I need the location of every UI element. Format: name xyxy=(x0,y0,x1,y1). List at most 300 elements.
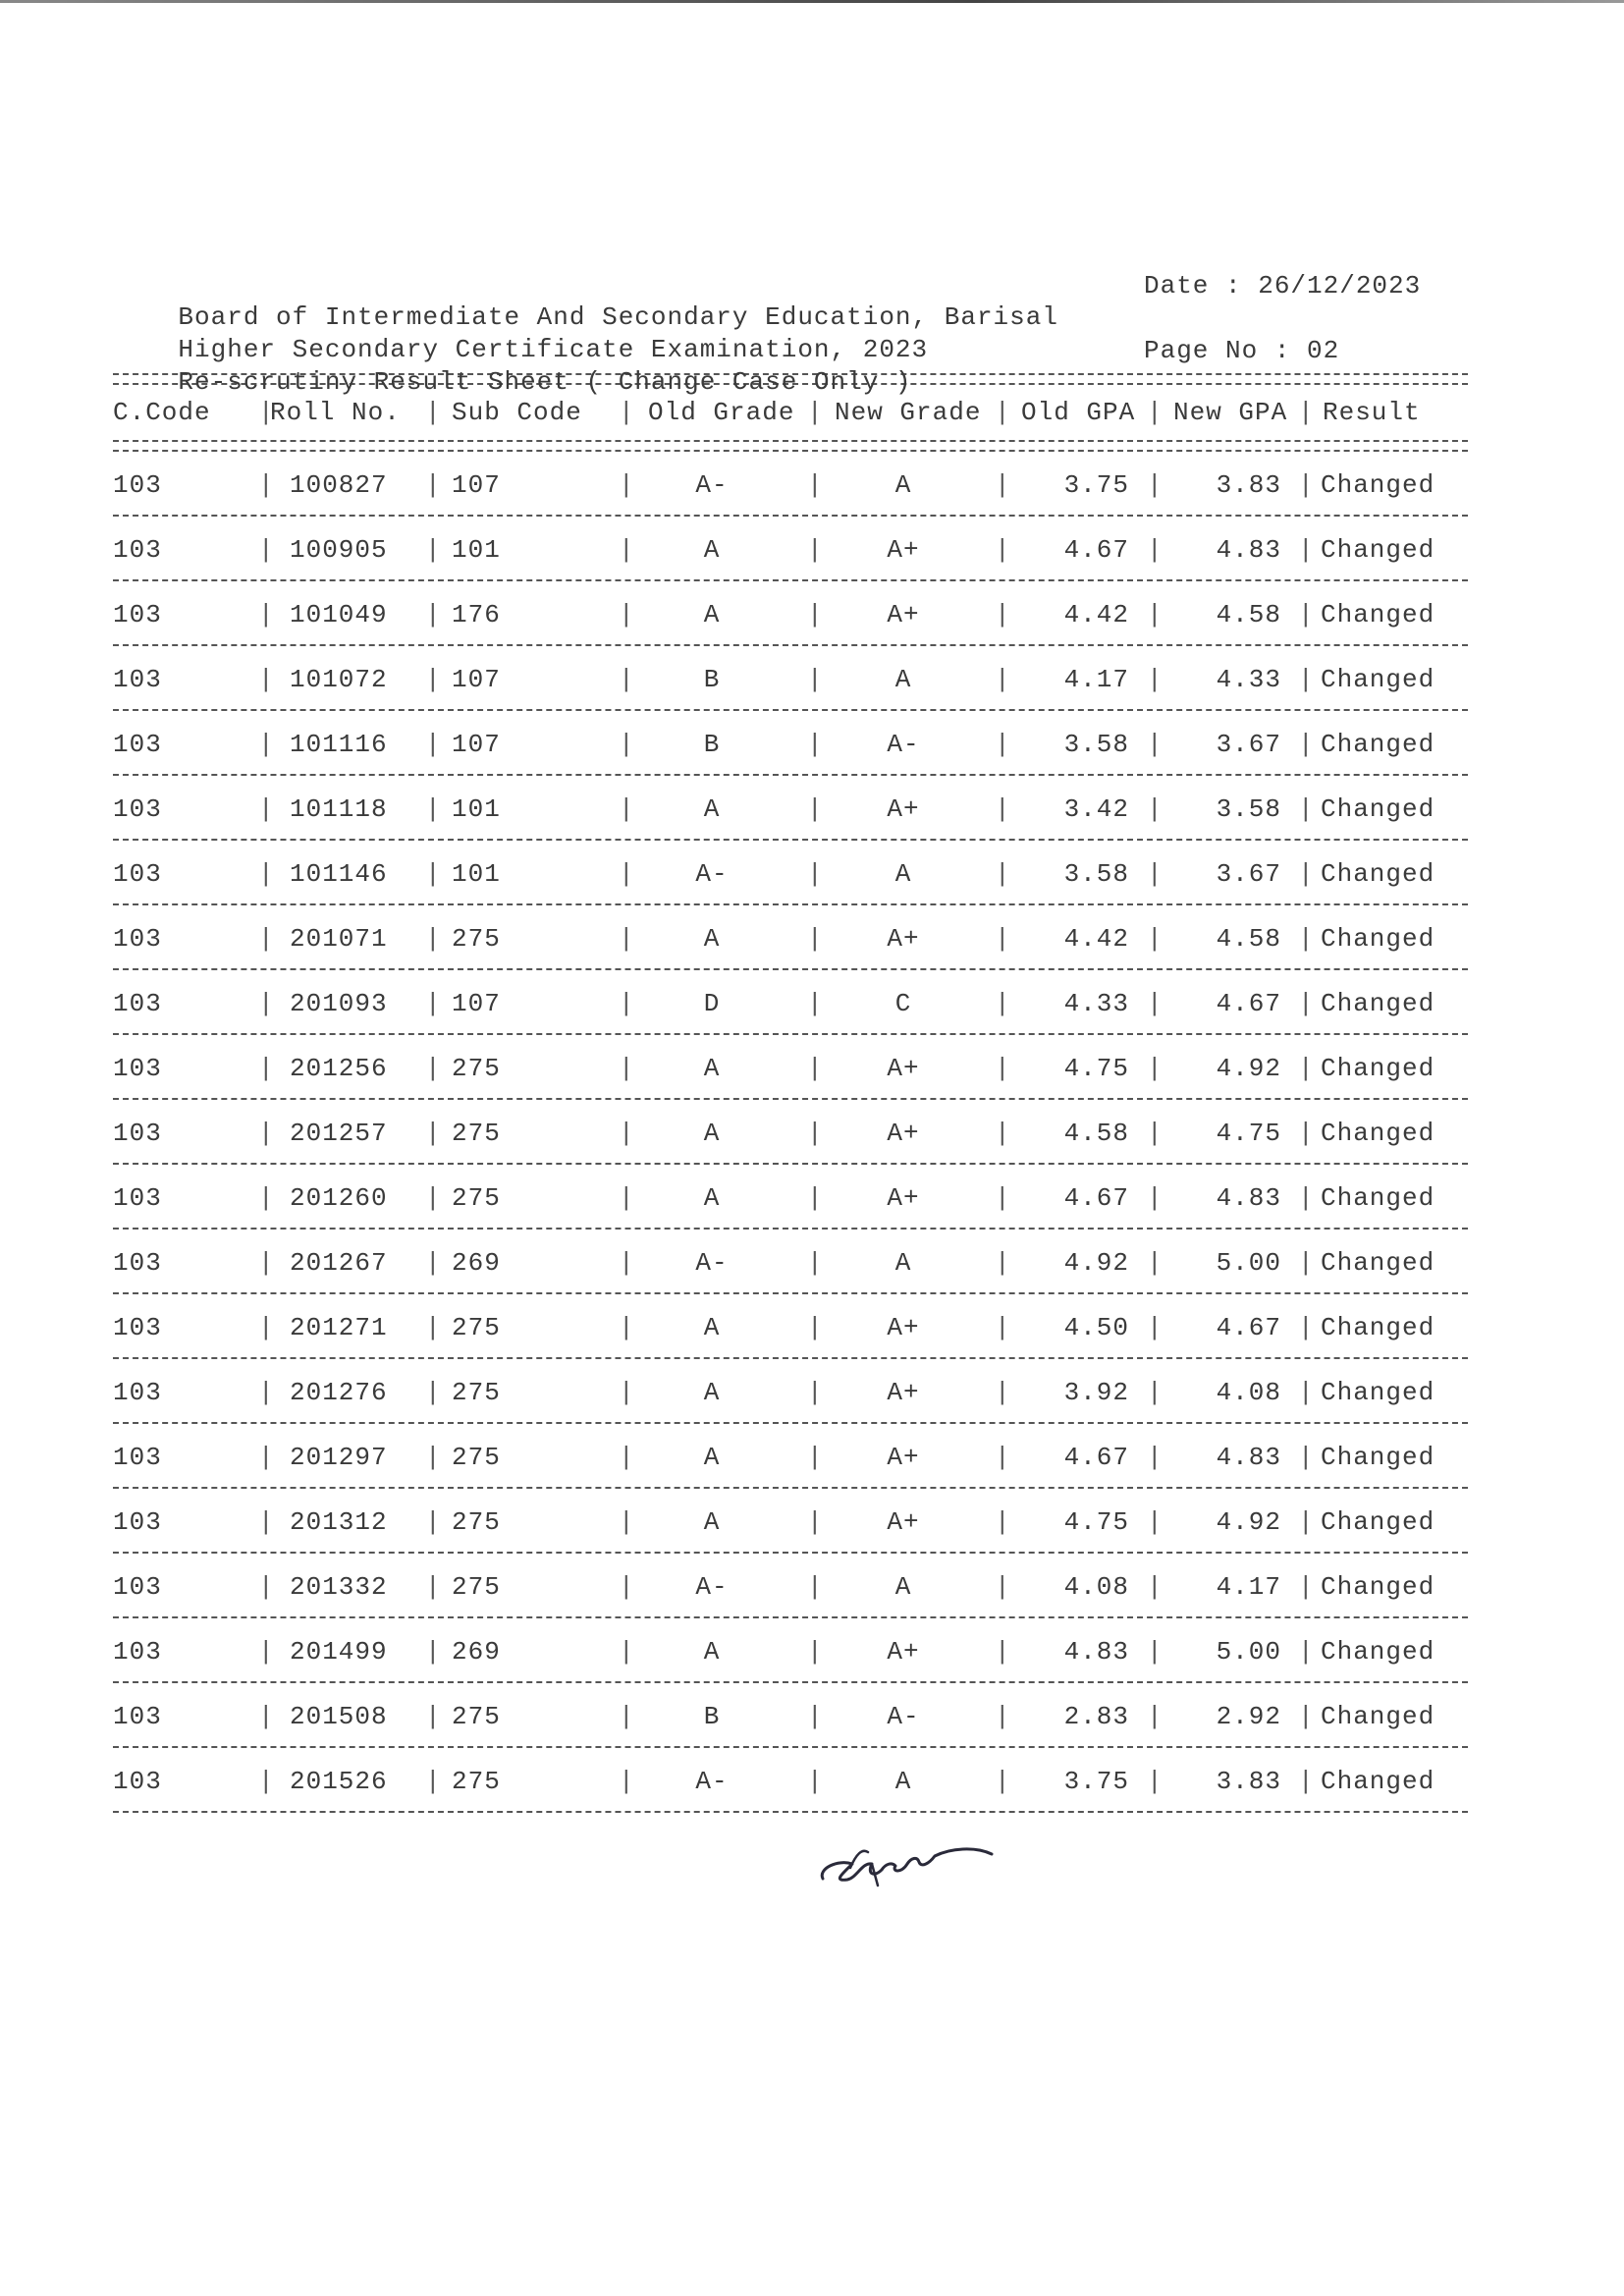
cell-sub-code: 275 xyxy=(452,924,501,954)
column-separator: | xyxy=(995,1507,1011,1537)
cell-new-gpa: 4.83 xyxy=(1216,1443,1281,1472)
column-separator: | xyxy=(619,859,635,889)
cell-ccode: 103 xyxy=(113,1183,162,1213)
table-row xyxy=(113,1683,1468,1746)
column-separator: | xyxy=(807,600,824,629)
cell-roll-no: 101118 xyxy=(290,794,388,824)
column-separator: | xyxy=(1147,859,1164,889)
cell-sub-code: 275 xyxy=(452,1507,501,1537)
table-row xyxy=(113,1100,1468,1163)
col-header-new-gpa: New GPA xyxy=(1173,398,1288,427)
cell-roll-no: 201256 xyxy=(290,1054,388,1083)
table-row xyxy=(113,581,1468,644)
column-separator: | xyxy=(995,1767,1011,1796)
cell-new-gpa: 4.58 xyxy=(1216,924,1281,954)
table-row xyxy=(113,905,1468,968)
column-separator: | xyxy=(258,600,275,629)
column-separator: | xyxy=(425,1507,442,1537)
cell-result: Changed xyxy=(1321,1767,1435,1796)
column-separator: | xyxy=(425,1119,442,1148)
cell-old-grade: A xyxy=(703,1054,721,1083)
cell-old-gpa: 4.58 xyxy=(1063,1119,1129,1148)
cell-old-gpa: 4.75 xyxy=(1063,1507,1129,1537)
column-separator: | xyxy=(807,1443,824,1472)
cell-result: Changed xyxy=(1321,600,1435,629)
column-separator: | xyxy=(425,535,442,565)
column-separator: | xyxy=(1298,665,1315,694)
table-row xyxy=(113,1165,1468,1228)
table-row xyxy=(113,517,1468,579)
column-separator: | xyxy=(995,1054,1011,1083)
column-separator: | xyxy=(807,794,824,824)
cell-roll-no: 201093 xyxy=(290,989,388,1018)
cell-new-grade: A+ xyxy=(887,535,920,565)
column-separator: | xyxy=(995,989,1011,1018)
cell-old-grade: A xyxy=(703,1378,721,1407)
cell-ccode: 103 xyxy=(113,600,162,629)
column-separator: | xyxy=(619,1507,635,1537)
column-separator: | xyxy=(1298,730,1315,759)
column-separator: | xyxy=(425,1637,442,1667)
cell-sub-code: 275 xyxy=(452,1054,501,1083)
cell-ccode: 103 xyxy=(113,1378,162,1407)
cell-old-gpa: 3.58 xyxy=(1063,730,1129,759)
cell-new-grade: A+ xyxy=(887,1313,920,1342)
col-header-roll: Roll No. xyxy=(270,398,401,427)
cell-new-gpa: 4.92 xyxy=(1216,1507,1281,1537)
cell-new-gpa: 4.67 xyxy=(1216,1313,1281,1342)
column-separator: | xyxy=(425,989,442,1018)
cell-new-gpa: 3.58 xyxy=(1216,794,1281,824)
cell-new-gpa: 2.92 xyxy=(1216,1702,1281,1731)
column-separator: | xyxy=(425,1248,442,1278)
column-separator: | xyxy=(425,924,442,954)
column-separator: | xyxy=(258,989,275,1018)
column-separator: | xyxy=(995,600,1011,629)
column-separator: | xyxy=(807,470,824,500)
cell-new-grade: A+ xyxy=(887,794,920,824)
cell-result: Changed xyxy=(1321,1507,1435,1537)
cell-old-grade: A xyxy=(703,794,721,824)
cell-new-gpa: 4.33 xyxy=(1216,665,1281,694)
cell-old-gpa: 4.67 xyxy=(1063,1443,1129,1472)
cell-old-gpa: 3.75 xyxy=(1063,470,1129,500)
column-separator: | xyxy=(619,1443,635,1472)
cell-old-gpa: 4.42 xyxy=(1063,924,1129,954)
column-separator: | xyxy=(619,1183,635,1213)
cell-old-grade: A- xyxy=(695,1572,729,1602)
result-sheet xyxy=(113,270,1468,1813)
column-separator: | xyxy=(258,1443,275,1472)
column-separator: | xyxy=(258,730,275,759)
column-separator: | xyxy=(425,1572,442,1602)
cell-new-gpa: 3.83 xyxy=(1216,1767,1281,1796)
column-separator: | xyxy=(1147,924,1164,954)
col-header-old-gpa: Old GPA xyxy=(1021,398,1136,427)
column-separator: | xyxy=(425,600,442,629)
cell-new-grade: A+ xyxy=(887,1054,920,1083)
column-separator: | xyxy=(807,1313,824,1342)
cell-result: Changed xyxy=(1321,665,1435,694)
cell-new-gpa: 4.83 xyxy=(1216,535,1281,565)
column-separator: | xyxy=(1298,924,1315,954)
cell-roll-no: 101116 xyxy=(290,730,388,759)
cell-new-gpa: 4.17 xyxy=(1216,1572,1281,1602)
cell-new-grade: A+ xyxy=(887,924,920,954)
column-separator: | xyxy=(425,1378,442,1407)
column-separator: | xyxy=(1298,1637,1315,1667)
col-header-result: Result xyxy=(1323,398,1421,427)
cell-roll-no: 100827 xyxy=(290,470,388,500)
column-separator: | xyxy=(807,1572,824,1602)
cell-ccode: 103 xyxy=(113,1248,162,1278)
cell-roll-no: 201499 xyxy=(290,1637,388,1667)
cell-old-grade: A xyxy=(703,924,721,954)
double-rule-bottom xyxy=(113,440,1468,452)
cell-new-gpa: 3.67 xyxy=(1216,730,1281,759)
column-separator: | xyxy=(258,924,275,954)
table-row xyxy=(113,970,1468,1033)
header-line-1 xyxy=(113,270,1468,332)
table-row xyxy=(113,1035,1468,1098)
column-separator: | xyxy=(425,1702,442,1731)
column-separator: | xyxy=(807,924,824,954)
column-separator: | xyxy=(807,1119,824,1148)
table-row xyxy=(113,1359,1468,1422)
cell-old-grade: A xyxy=(703,1119,721,1148)
cell-roll-no: 201271 xyxy=(290,1313,388,1342)
column-separator: | xyxy=(425,1767,442,1796)
column-separator: | xyxy=(619,1313,635,1342)
cell-result: Changed xyxy=(1321,989,1435,1018)
column-separator: | xyxy=(1147,1119,1164,1148)
column-separator: | xyxy=(258,1702,275,1731)
column-separator: | xyxy=(1147,1637,1164,1667)
column-separator: | xyxy=(258,1378,275,1407)
cell-ccode: 103 xyxy=(113,535,162,565)
cell-result: Changed xyxy=(1321,1378,1435,1407)
column-separator: | xyxy=(425,1443,442,1472)
cell-roll-no: 101072 xyxy=(290,665,388,694)
cell-sub-code: 107 xyxy=(452,665,501,694)
cell-old-gpa: 4.50 xyxy=(1063,1313,1129,1342)
column-separator: | xyxy=(425,470,442,500)
column-separator: | xyxy=(1147,1702,1164,1731)
cell-roll-no: 100905 xyxy=(290,535,388,565)
cell-old-gpa: 4.08 xyxy=(1063,1572,1129,1602)
cell-old-grade: A xyxy=(703,1313,721,1342)
column-separator: | xyxy=(807,1054,824,1083)
cell-new-grade: A xyxy=(894,1248,912,1278)
cell-old-gpa: 3.92 xyxy=(1063,1378,1129,1407)
column-separator: | xyxy=(1298,1443,1315,1472)
column-separator: | xyxy=(1147,730,1164,759)
column-separator: | xyxy=(807,989,824,1018)
cell-old-gpa: 4.67 xyxy=(1063,1183,1129,1213)
table-row xyxy=(113,1424,1468,1487)
cell-new-gpa: 4.83 xyxy=(1216,1183,1281,1213)
cell-sub-code: 101 xyxy=(452,794,501,824)
cell-new-grade: A+ xyxy=(887,1637,920,1667)
column-separator: | xyxy=(258,1572,275,1602)
column-separator: | xyxy=(995,1378,1011,1407)
cell-sub-code: 269 xyxy=(452,1637,501,1667)
column-separator: | xyxy=(1147,535,1164,565)
column-separator: | xyxy=(619,1767,635,1796)
page-number: Page No : 02 xyxy=(1144,336,1340,365)
cell-roll-no: 101146 xyxy=(290,859,388,889)
cell-new-grade: A xyxy=(894,665,912,694)
table-row xyxy=(113,1230,1468,1292)
column-separator: | xyxy=(425,730,442,759)
cell-old-gpa: 4.83 xyxy=(1063,1637,1129,1667)
exam-name: Higher Secondary Certificate Examination, 2023 xyxy=(178,335,929,364)
col-header-ccode: C.Code xyxy=(113,398,211,427)
column-separator: | xyxy=(807,1507,824,1537)
cell-ccode: 103 xyxy=(113,989,162,1018)
column-separator: | xyxy=(258,794,275,824)
column-separator: | xyxy=(1298,989,1315,1018)
cell-ccode: 103 xyxy=(113,1443,162,1472)
cell-result: Changed xyxy=(1321,1702,1435,1731)
cell-roll-no: 201297 xyxy=(290,1443,388,1472)
column-separator: | xyxy=(1147,1054,1164,1083)
cell-roll-no: 201267 xyxy=(290,1248,388,1278)
board-name: Board of Intermediate And Secondary Education, Barisal xyxy=(178,302,1058,332)
cell-result: Changed xyxy=(1321,1313,1435,1342)
column-separator: | xyxy=(619,1378,635,1407)
column-separator: | xyxy=(425,1183,442,1213)
cell-sub-code: 107 xyxy=(452,989,501,1018)
cell-roll-no: 201312 xyxy=(290,1507,388,1537)
cell-old-gpa: 4.75 xyxy=(1063,1054,1129,1083)
column-separator: | xyxy=(807,859,824,889)
cell-new-grade: A+ xyxy=(887,1119,920,1148)
column-separator: | xyxy=(425,794,442,824)
column-separator: | xyxy=(1298,1248,1315,1278)
column-separator: | xyxy=(258,1054,275,1083)
column-separator: | xyxy=(619,989,635,1018)
column-separator: | xyxy=(1147,1183,1164,1213)
cell-old-gpa: 4.17 xyxy=(1063,665,1129,694)
column-separator: | xyxy=(1298,859,1315,889)
column-separator: | xyxy=(807,1767,824,1796)
table-row xyxy=(113,1618,1468,1681)
cell-new-grade: C xyxy=(894,989,912,1018)
column-separator: | xyxy=(258,1507,275,1537)
column-separator: | xyxy=(1298,470,1315,500)
column-separator: | xyxy=(1298,1378,1315,1407)
column-separator: | xyxy=(425,859,442,889)
column-separator: | xyxy=(807,1637,824,1667)
cell-old-gpa: 4.42 xyxy=(1063,600,1129,629)
cell-old-gpa: 3.58 xyxy=(1063,859,1129,889)
column-separator: | xyxy=(619,1119,635,1148)
cell-old-grade: A xyxy=(703,535,721,565)
cell-old-grade: A xyxy=(703,1507,721,1537)
table-row xyxy=(113,1294,1468,1357)
cell-ccode: 103 xyxy=(113,1119,162,1148)
cell-old-grade: A- xyxy=(695,470,729,500)
cell-old-gpa: 3.42 xyxy=(1063,794,1129,824)
column-separator: | xyxy=(1298,1119,1315,1148)
cell-ccode: 103 xyxy=(113,924,162,954)
cell-sub-code: 275 xyxy=(452,1183,501,1213)
column-separator: | xyxy=(807,730,824,759)
cell-old-grade: A xyxy=(703,1443,721,1472)
column-separator: | xyxy=(807,535,824,565)
column-separator: | xyxy=(619,535,635,565)
column-separator: | xyxy=(995,665,1011,694)
column-separator: | xyxy=(619,1054,635,1083)
column-separator: | xyxy=(1298,1507,1315,1537)
cell-ccode: 103 xyxy=(113,1313,162,1342)
column-separator: | xyxy=(807,1702,824,1731)
column-separator: | xyxy=(807,1248,824,1278)
cell-ccode: 103 xyxy=(113,1637,162,1667)
cell-old-grade: D xyxy=(703,989,721,1018)
column-separator: | xyxy=(995,1313,1011,1342)
column-separator: | xyxy=(258,1183,275,1213)
column-separator: | xyxy=(995,535,1011,565)
cell-new-grade: A xyxy=(894,859,912,889)
cell-sub-code: 275 xyxy=(452,1702,501,1731)
column-separator: | xyxy=(995,1119,1011,1148)
cell-ccode: 103 xyxy=(113,794,162,824)
column-separator: | xyxy=(619,470,635,500)
cell-new-grade: A+ xyxy=(887,600,920,629)
cell-result: Changed xyxy=(1321,1248,1435,1278)
column-separator: | xyxy=(995,1637,1011,1667)
cell-ccode: 103 xyxy=(113,1702,162,1731)
cell-old-gpa: 4.67 xyxy=(1063,535,1129,565)
column-separator: | xyxy=(1147,600,1164,629)
cell-roll-no: 201260 xyxy=(290,1183,388,1213)
column-separator: | xyxy=(1298,1313,1315,1342)
column-separator: | xyxy=(1147,1507,1164,1537)
column-separator: | xyxy=(425,1313,442,1342)
cell-old-gpa: 3.75 xyxy=(1063,1767,1129,1796)
cell-result: Changed xyxy=(1321,1637,1435,1667)
column-separator: | xyxy=(619,1248,635,1278)
column-separator: | xyxy=(1298,1702,1315,1731)
column-separator: | xyxy=(1147,1378,1164,1407)
table-row xyxy=(113,841,1468,903)
column-separator: | xyxy=(1147,794,1164,824)
cell-old-grade: B xyxy=(703,730,721,759)
table-row xyxy=(113,1554,1468,1616)
column-separator: | xyxy=(619,600,635,629)
cell-old-grade: A- xyxy=(695,859,729,889)
cell-ccode: 103 xyxy=(113,859,162,889)
table-row xyxy=(113,452,1468,515)
cell-new-grade: A+ xyxy=(887,1378,920,1407)
column-separator: | xyxy=(619,1637,635,1667)
column-separator: | xyxy=(258,470,275,500)
column-separator: | xyxy=(807,1378,824,1407)
column-separator: | xyxy=(807,665,824,694)
cell-new-grade: A+ xyxy=(887,1443,920,1472)
column-separator: | xyxy=(619,1702,635,1731)
cell-old-grade: A xyxy=(703,1637,721,1667)
cell-result: Changed xyxy=(1321,859,1435,889)
cell-result: Changed xyxy=(1321,1572,1435,1602)
cell-new-grade: A+ xyxy=(887,1507,920,1537)
column-separator: | xyxy=(258,665,275,694)
cell-ccode: 103 xyxy=(113,1572,162,1602)
column-separator: | xyxy=(995,1702,1011,1731)
column-separator: | xyxy=(995,1443,1011,1472)
cell-sub-code: 275 xyxy=(452,1767,501,1796)
cell-result: Changed xyxy=(1321,1054,1435,1083)
cell-new-grade: A xyxy=(894,1767,912,1796)
cell-old-grade: A- xyxy=(695,1767,729,1796)
cell-old-grade: B xyxy=(703,665,721,694)
column-separator: | xyxy=(1147,470,1164,500)
handwritten-signature-icon xyxy=(813,1834,1000,1893)
cell-old-gpa: 4.33 xyxy=(1063,989,1129,1018)
column-separator: | xyxy=(1298,535,1315,565)
column-separator: | xyxy=(425,1054,442,1083)
cell-roll-no: 201526 xyxy=(290,1767,388,1796)
column-separator: | xyxy=(995,924,1011,954)
row-divider xyxy=(113,1811,1468,1813)
column-separator: | xyxy=(1298,794,1315,824)
column-separator: | xyxy=(258,1637,275,1667)
cell-sub-code: 275 xyxy=(452,1443,501,1472)
column-separator: | xyxy=(619,924,635,954)
column-separator: | xyxy=(1298,1767,1315,1796)
cell-sub-code: 107 xyxy=(452,470,501,500)
cell-old-grade: A xyxy=(703,1183,721,1213)
cell-new-grade: A xyxy=(894,1572,912,1602)
column-separator: | xyxy=(258,1119,275,1148)
cell-sub-code: 269 xyxy=(452,1248,501,1278)
table-row xyxy=(113,1748,1468,1811)
column-separator: | xyxy=(258,1313,275,1342)
cell-ccode: 103 xyxy=(113,665,162,694)
column-separator: | xyxy=(1147,989,1164,1018)
cell-sub-code: 101 xyxy=(452,535,501,565)
cell-old-gpa: 4.92 xyxy=(1063,1248,1129,1278)
cell-roll-no: 201276 xyxy=(290,1378,388,1407)
column-separator: | xyxy=(1147,1572,1164,1602)
cell-new-gpa: 4.92 xyxy=(1216,1054,1281,1083)
column-separator: | xyxy=(1147,1313,1164,1342)
column-separator: | xyxy=(1147,1767,1164,1796)
cell-sub-code: 275 xyxy=(452,1378,501,1407)
table-row xyxy=(113,1489,1468,1552)
cell-new-gpa: 4.08 xyxy=(1216,1378,1281,1407)
cell-ccode: 103 xyxy=(113,1767,162,1796)
sheet-date: Date : 26/12/2023 xyxy=(1144,271,1422,301)
col-header-new-grade: New Grade xyxy=(835,398,982,427)
cell-sub-code: 275 xyxy=(452,1119,501,1148)
header-line-3 xyxy=(113,335,1468,397)
cell-sub-code: 176 xyxy=(452,600,501,629)
column-separator: | xyxy=(995,470,1011,500)
column-separator: | xyxy=(1147,1248,1164,1278)
column-separator: | xyxy=(1298,1183,1315,1213)
cell-old-gpa: 2.83 xyxy=(1063,1702,1129,1731)
cell-result: Changed xyxy=(1321,535,1435,565)
cell-new-grade: A xyxy=(894,470,912,500)
col-header-old-grade: Old Grade xyxy=(648,398,795,427)
cell-roll-no: 201332 xyxy=(290,1572,388,1602)
column-separator: | xyxy=(995,794,1011,824)
cell-old-grade: A xyxy=(703,600,721,629)
cell-new-grade: A+ xyxy=(887,1183,920,1213)
